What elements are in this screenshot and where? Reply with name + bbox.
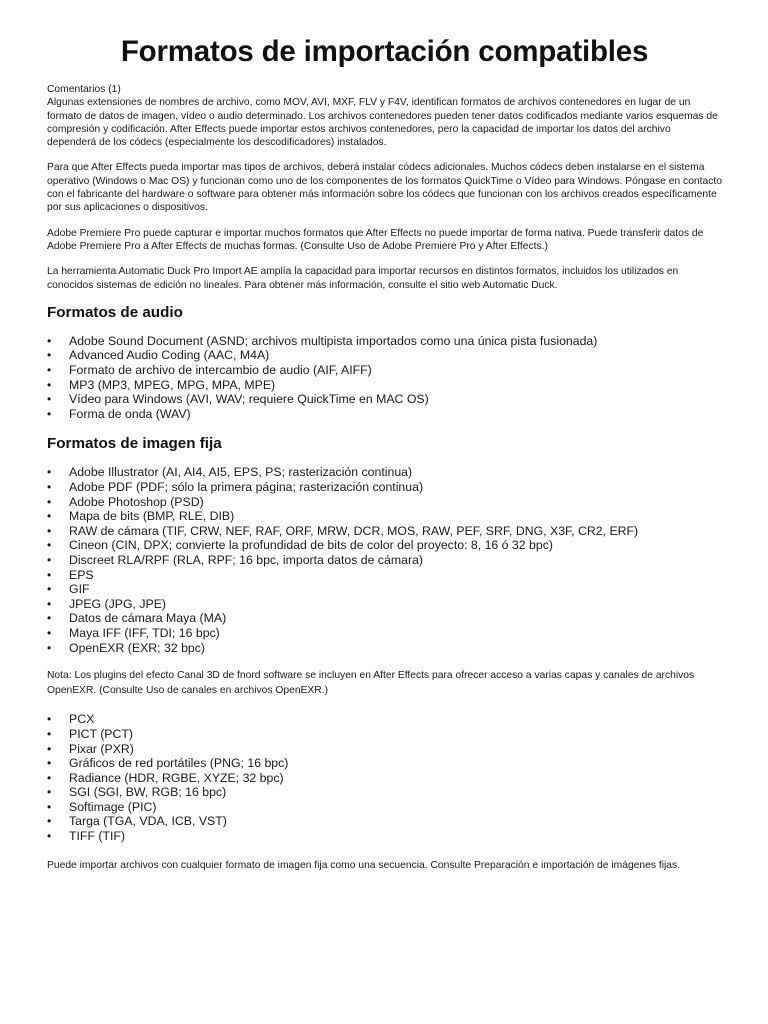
list-item-text: Advanced Audio Coding (AAC, M4A) — [69, 348, 270, 363]
list-item-text: Formato de archivo de intercambio de audio (AIF, AIFF) — [69, 363, 372, 378]
bullet-icon: • — [47, 348, 52, 363]
list-item-text: Softimage (PIC) — [69, 799, 157, 814]
bullet-icon: • — [47, 756, 52, 771]
bullet-icon: • — [47, 523, 52, 538]
list-item-text: Adobe PDF (PDF; sólo la primera página; rasterización continua) — [69, 480, 424, 495]
list-item — [47, 611, 722, 626]
list-item-text: EPS — [69, 567, 94, 582]
list-item-text: Adobe Illustrator (AI, AI4, AI5, EPS, PS; rasterización continua) — [69, 465, 413, 480]
list-item — [47, 553, 722, 568]
bullet-icon: • — [47, 596, 52, 611]
list-item-text: Datos de cámara Maya (MA) — [69, 611, 227, 626]
bullet-icon: • — [47, 377, 52, 392]
list-item — [47, 538, 722, 553]
list-item — [47, 334, 722, 349]
list-item — [47, 509, 722, 524]
intro-paragraph-3: Adobe Premiere Pro puede capturar e importar muchos formatos que After Effects no puede importar de forma nativa. Puede transferir datos de Adobe Premiere Pro a After Effects de muchas formas. (Consulte Uso de Adobe Premiere Pro y After Effects.) — [47, 227, 704, 252]
list-item-text: Adobe Sound Document (ASND; archivos multipista importados como una única pista fusionada) — [69, 333, 598, 348]
list-item-text: Gráficos de red portátiles (PNG; 16 bpc) — [69, 756, 289, 771]
bullet-icon: • — [47, 611, 52, 626]
audio-format-list — [47, 334, 722, 422]
list-item-text: TIFF (TIF) — [69, 829, 125, 844]
list-item — [47, 785, 722, 800]
page-title: Formatos de importación compatibles — [120, 35, 649, 68]
bullet-icon: • — [47, 814, 52, 829]
list-item-text: JPEG (JPG, JPE) — [69, 596, 167, 611]
bullet-icon: • — [47, 726, 52, 741]
list-item — [47, 814, 722, 829]
list-item-text: GIF — [69, 582, 90, 597]
list-item — [47, 480, 722, 495]
list-item — [47, 829, 722, 844]
bullet-icon: • — [47, 333, 52, 348]
list-item — [47, 742, 722, 757]
still-image-section-heading: Formatos de imagen fija — [47, 435, 222, 453]
list-item-text: MP3 (MP3, MPEG, MPG, MPA, MPE) — [69, 377, 276, 392]
list-item — [47, 626, 722, 641]
intro-paragraph-2: Para que After Effects pueda importar mas tipos de archivos, deberá instalar códecs adicionales. Muchos códecs deben instalarse en el sistema operativo (Windows o Mac OS) y funcionan como uno de los componentes de los formatos QuickTime o Vídeo para Windows. Póngase en contacto con el fabricante del hardware o software para obtener más información sobre los códecs que funcionan con los archivos creados específicamente por sus aplicaciones o dispositivos. — [47, 162, 722, 214]
list-item — [47, 756, 722, 771]
list-item — [47, 465, 722, 480]
bullet-icon: • — [47, 567, 52, 582]
list-item-text: Forma de onda (WAV) — [69, 406, 191, 421]
bullet-icon: • — [47, 741, 52, 756]
intro-paragraph-1: Algunas extensiones de nombres de archivo, como MOV, AVI, MXF, FLV y F4V, identifican formatos de archivos contenedores en lugar de un formato de datos de imagen, vídeo o audio determinado. Los archivos contenedores pueden tener datos codificados mediante varios esquemas de compresión y codificación. After Effects puede importar estos archivos contenedores, pero la capacidad de importar los datos del archivo dependerá de los códecs (especialmente los descodificadores) instalados. — [47, 97, 718, 149]
list-item — [47, 712, 722, 727]
list-item — [47, 348, 722, 363]
list-item-text: SGI (SGI, BW, RGB; 16 bpc) — [69, 785, 227, 800]
comments-link[interactable]: Comentarios (1) — [47, 84, 121, 95]
bullet-icon: • — [47, 829, 52, 844]
audio-section-heading: Formatos de audio — [47, 303, 183, 321]
list-item — [47, 597, 722, 612]
list-item-text: Targa (TGA, VDA, ICB, VST) — [69, 814, 227, 829]
list-item — [47, 582, 722, 597]
list-item — [47, 727, 722, 742]
list-item — [47, 378, 722, 393]
list-item-text: Cineon (CIN, DPX; convierte la profundidad de bits de color del proyecto: 8, 16 ó 32 bpc) — [69, 538, 553, 553]
bullet-icon: • — [47, 552, 52, 567]
list-item-text: Pixar (PXR) — [69, 741, 134, 756]
bullet-icon: • — [47, 494, 52, 509]
list-item — [47, 771, 722, 786]
bullet-icon: • — [47, 392, 52, 407]
additional-image-format-list — [47, 712, 722, 843]
bullet-icon: • — [47, 509, 52, 524]
list-item-text: Vídeo para Windows (AVI, WAV; requiere QuickTime en MAC OS) — [69, 392, 429, 407]
bullet-icon: • — [47, 625, 52, 640]
list-item — [47, 524, 722, 539]
list-item-text: OpenEXR (EXR; 32 bpc) — [69, 640, 206, 655]
bullet-icon: • — [47, 640, 52, 655]
list-item — [47, 568, 722, 583]
sequence-import-paragraph: Puede importar archivos con cualquier formato de imagen fija como una secuencia. Consulte Preparación e importación de imágenes fijas. — [47, 859, 681, 871]
bullet-icon: • — [47, 770, 52, 785]
bullet-icon: • — [47, 406, 52, 421]
bullet-icon: • — [47, 363, 52, 378]
list-item — [47, 495, 722, 510]
list-item — [47, 392, 722, 407]
list-item-text: PICT (PCT) — [69, 726, 133, 741]
list-item-text: Discreet RLA/RPF (RLA, RPF; 16 bpc, importa datos de cámara) — [69, 552, 424, 567]
intro-paragraph-4: La herramienta Automatic Duck Pro Import AE amplía la capacidad para importar recursos en distintos formatos, incluidos los utilizados en conocidos sistemas de edición no lineales. Para obtener más información, consulte el sitio web Automatic Duck. — [47, 266, 679, 291]
list-item-text: Adobe Photoshop (PSD) — [69, 494, 204, 509]
list-item-text: Radiance (HDR, RGBE, XYZE; 32 bpc) — [69, 770, 284, 785]
bullet-icon: • — [47, 480, 52, 495]
list-item — [47, 641, 722, 656]
bullet-icon: • — [47, 712, 52, 727]
list-item-text: RAW de cámara (TIF, CRW, NEF, RAF, ORF, MRW, DCR, MOS, RAW, PEF, SRF, DNG, X3F, CR2, ERF) — [69, 523, 639, 538]
list-item-text: PCX — [69, 712, 95, 727]
bullet-icon: • — [47, 582, 52, 597]
bullet-icon: • — [47, 799, 52, 814]
list-item-text: Mapa de bits (BMP, RLE, DIB) — [69, 509, 235, 524]
list-item — [47, 363, 722, 378]
list-item — [47, 800, 722, 815]
list-item-text: Maya IFF (IFF, TDI; 16 bpc) — [69, 625, 220, 640]
list-item — [47, 407, 722, 422]
still-image-format-list — [47, 465, 722, 655]
bullet-icon: • — [47, 785, 52, 800]
bullet-icon: • — [47, 538, 52, 553]
openexr-note: Nota: Los plugins del efecto Canal 3D de fnord software se incluyen en After Effects para ofrecer acceso a varias capas y canales de archivos OpenEXR. (Consulte Uso de canales en archivos OpenEXR.) — [47, 670, 695, 696]
bullet-icon: • — [47, 465, 52, 480]
